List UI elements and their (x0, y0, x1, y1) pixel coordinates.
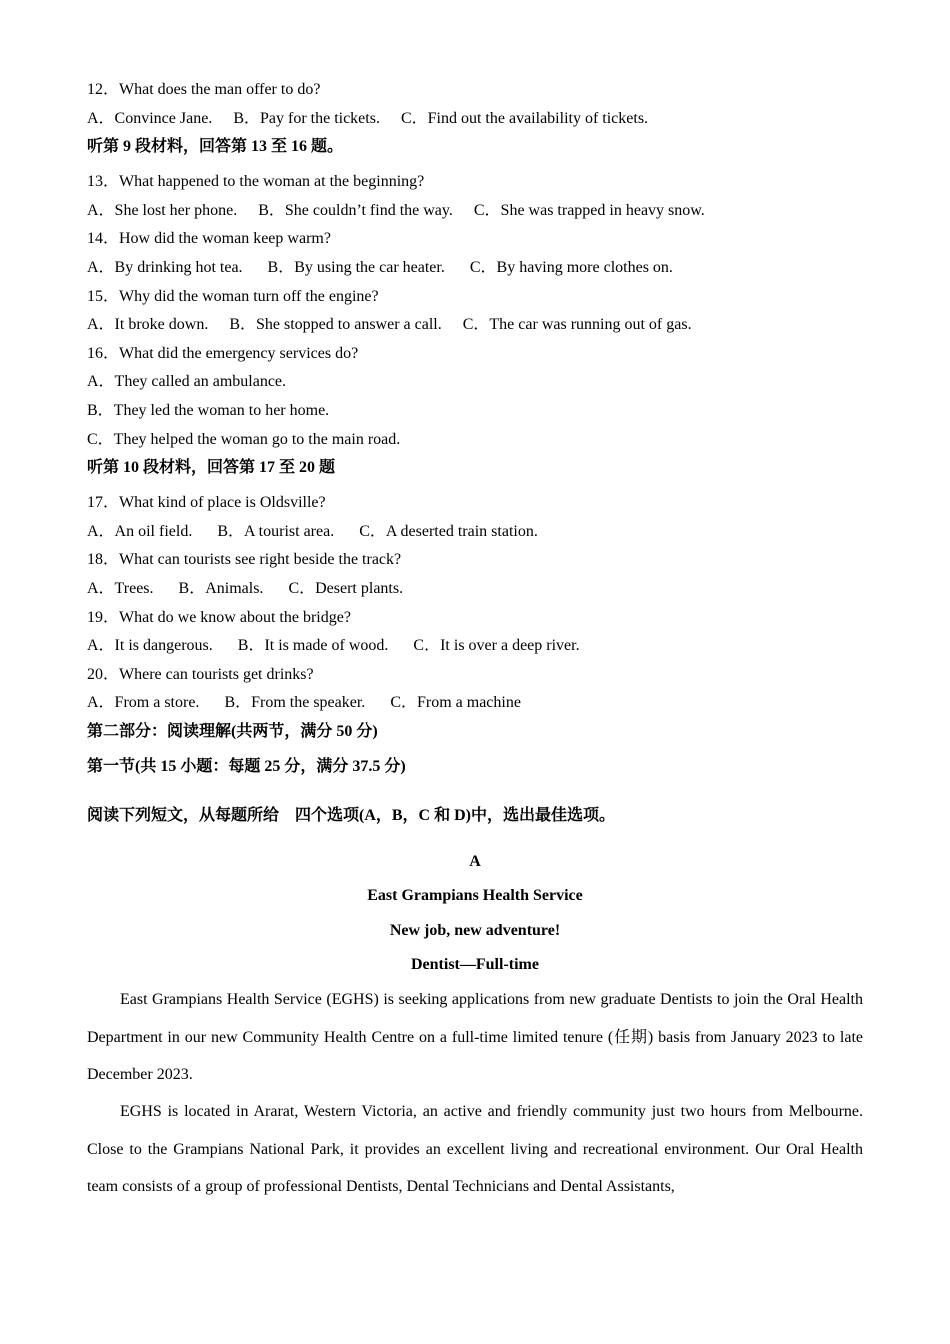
option-b: B．Pay for the tickets. (233, 109, 380, 127)
question-14: 14．How did the woman keep warm? (87, 230, 331, 248)
option-c: C．A deserted train station. (359, 522, 538, 540)
option-a: A．From a store. (87, 694, 200, 712)
option-16-a: A．They called an ambulance. (87, 373, 287, 391)
option-a: A．It broke down. (87, 316, 209, 334)
question-13: 13．What happened to the woman at the beginning? (87, 173, 425, 191)
option-c: C．From a machine (390, 694, 521, 712)
option-c: C．She was trapped in heavy snow. (473, 201, 705, 219)
question-17: 17．What kind of place is Oldsville? (87, 494, 326, 512)
question-18: 18．What can tourists see right beside the track? (87, 551, 402, 569)
passage-tagline: New job, new adventure! (389, 921, 561, 939)
option-b: B．By using the car heater. (267, 258, 445, 276)
reading-instruction: 阅读下列短文，从每题所给 四个选项(A，B，C 和 D)中，选出最佳选项。 (87, 806, 615, 824)
option-b: B．It is made of wood. (237, 637, 389, 655)
option-b: B．She couldn’t find the way. (258, 201, 453, 219)
section-10-heading: 听第 10 段材料，回答第 17 至 20 题 (87, 459, 336, 477)
question-19: 19．What do we know about the bridge? (87, 608, 351, 626)
option-16-b: B．They led the woman to her home. (87, 401, 330, 419)
option-a: A．Convince Jane. (87, 109, 213, 127)
options-18 (87, 579, 863, 608)
option-c: C．It is over a deep river. (413, 637, 580, 655)
passage-paragraph-1: East Grampians Health Service (EGHS) is seeking applications from new graduate Dentists to join the Oral Health Department in our new Community Health Centre on a full-time limited tenure (任期) basis from January 2023 to late December 2023. (87, 991, 863, 1083)
options-14 (87, 258, 863, 287)
option-a: A．She lost her phone. (87, 201, 238, 219)
option-b: B．She stopped to answer a call. (229, 316, 442, 334)
option-a: A．By drinking hot tea. (87, 258, 243, 276)
options-20 (87, 693, 863, 722)
question-20: 20．Where can tourists get drinks? (87, 665, 314, 683)
exam-page (87, 80, 863, 1205)
options-17 (87, 522, 863, 551)
question-16: 16．What did the emergency services do? (87, 344, 359, 362)
option-a: A．Trees. (87, 579, 154, 597)
option-b: B．A tourist area. (217, 522, 335, 540)
passage-letter: A (469, 852, 481, 870)
question-15: 15．Why did the woman turn off the engine? (87, 287, 379, 305)
option-c: C．Find out the availability of tickets. (400, 109, 649, 127)
option-c: C．The car was running out of gas. (462, 316, 692, 334)
option-c: C．Desert plants. (288, 579, 404, 597)
option-a: A．An oil field. (87, 522, 193, 540)
section-1-title: 第一节(共 15 小题：每题 25 分，满分 37.5 分) (87, 757, 406, 775)
passage-org-title: East Grampians Health Service (367, 887, 583, 905)
options-15 (87, 315, 863, 344)
section-9-heading: 听第 9 段材料，回答第 13 至 16 题。 (87, 138, 344, 156)
option-a: A．It is dangerous. (87, 637, 213, 655)
options-19 (87, 636, 863, 665)
option-16-c: C．They helped the woman go to the main road. (87, 430, 401, 448)
part-2-title: 第二部分：阅读理解(共两节，满分 50 分) (87, 722, 378, 740)
options-12 (87, 109, 863, 138)
option-b: B．From the speaker. (224, 694, 366, 712)
option-c: C．By having more clothes on. (469, 258, 673, 276)
option-b: B．Animals. (178, 579, 264, 597)
passage-paragraph-2: EGHS is located in Ararat, Western Victoria, an active and friendly community just two hours from Melbourne. Close to the Grampians National Park, it provides an excellent living and recreational environment. Our Oral Health team consists of a group of professional Dentists, Dental Technicians and Dental Assistants, (87, 1103, 863, 1195)
options-13 (87, 201, 863, 230)
passage-position: Dentist—Full-time (411, 956, 539, 974)
question-12: 12．What does the man offer to do? (87, 81, 321, 98)
